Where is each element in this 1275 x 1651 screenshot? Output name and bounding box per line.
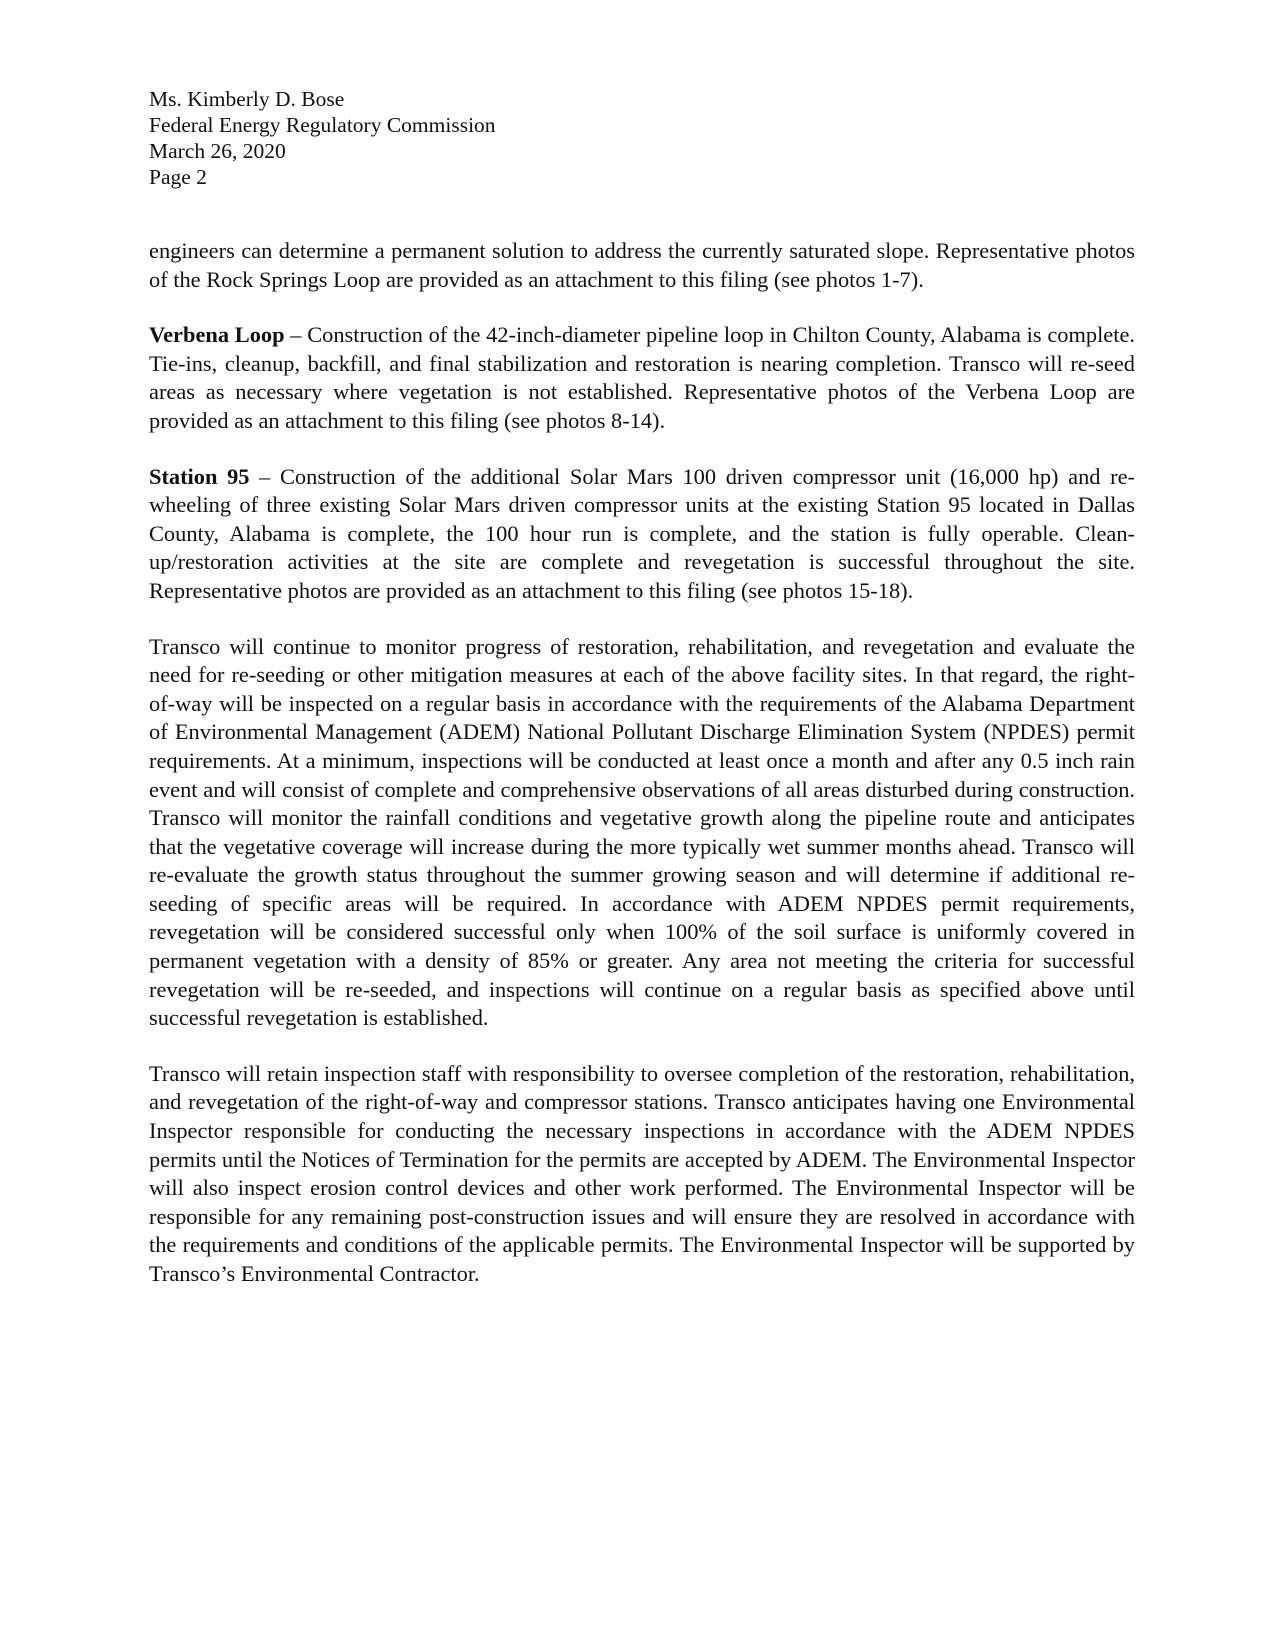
letter-header [149, 86, 849, 190]
page-number: Page 2 [149, 165, 207, 189]
paragraph-text: engineers can determine a permanent solution to address the currently saturated slope. Representative photos of the Rock Springs Loop are provided as an attachment to this filing (see photos 1-7). [149, 238, 1135, 292]
recipient-name: Ms. Kimberly D. Bose [149, 87, 345, 111]
paragraph-monitoring [149, 633, 1135, 1033]
paragraph-text: – Construction of the additional Solar Mars 100 driven compressor unit (16,000 hp) and re-wheeling of three existing Solar Mars driven compressor units at the existing Station 95 located in Dallas County, Alabama is complete, the 100 hour run is complete, and the station is fully operable. Clean-up/restoration activities at the site are complete and revegetation is successful throughout the site. Representative photos are provided as an attachment to this filing (see photos 15-18). [149, 463, 1135, 603]
paragraph-text: Transco will continue to monitor progress of restoration, rehabilitation, and revegetation and evaluate the need for re-seeding or other mitigation measures at each of the above facility sites. In that regard, the right-of-way will be inspected on a regular basis in accordance with the requirements of the Alabama Department of Environmental Management (ADEM) National Pollutant Discharge Elimination System (NPDES) permit requirements. At a minimum, inspections will be conducted at least once a month and after any 0.5 inch rain event and will consist of complete and comprehensive observations of all areas disturbed during construction. Transco will monitor the rainfall conditions and vegetative growth along the pipeline route and anticipates that the vegetative coverage will increase during the more typically wet summer months ahead. Transco will re-evaluate the growth status throughout the summer growing season and will determine if additional re-seeding of specific areas will be required. In accordance with ADEM NPDES permit requirements, revegetation will be considered successful only when 100% of the soil surface is uniformly covered in permanent vegetation with a density of 85% or greater. Any area not meeting the criteria for successful revegetation will be re-seeded, and inspections will continue on a regular basis as specified above until successful revegetation is established. [149, 633, 1135, 1031]
paragraph-verbena-loop [149, 321, 1135, 435]
paragraph-heading: Verbena Loop [149, 322, 285, 348]
letter-body [149, 237, 1135, 1316]
paragraph-inspection-staff [149, 1060, 1135, 1289]
recipient-agency: Federal Energy Regulatory Commission [149, 113, 496, 137]
paragraph-text: – Construction of the 42-inch-diameter pipeline loop in Chilton County, Alabama is complete. Tie-ins, cleanup, backfill, and final stabilization and restoration is nearing completion. Transco will re-seed areas as necessary where vegetation is not established. Representative photos of the Verbena Loop are provided as an attachment to this filing (see photos 8-14). [149, 322, 1135, 433]
paragraph-text: Transco will retain inspection staff with responsibility to oversee completion of the restoration, rehabilitation, and revegetation of the right-of-way and compressor stations. Transco anticipates having one Environmental Inspector responsible for conducting the necessary inspections in accordance with the ADEM NPDES permits until the Notices of Termination for the permits are accepted by ADEM. The Environmental Inspector will also inspect erosion control devices and other work performed. The Environmental Inspector will be responsible for any remaining post-construction issues and will ensure they are resolved in accordance with the requirements and conditions of the applicable permits. The Environmental Inspector will be supported by Transco’s Environmental Contractor. [149, 1060, 1135, 1286]
paragraph-rock-springs-continuation [149, 237, 1135, 294]
letter-date: March 26, 2020 [149, 139, 286, 163]
paragraph-heading: Station 95 [149, 463, 250, 489]
paragraph-station-95 [149, 463, 1135, 606]
